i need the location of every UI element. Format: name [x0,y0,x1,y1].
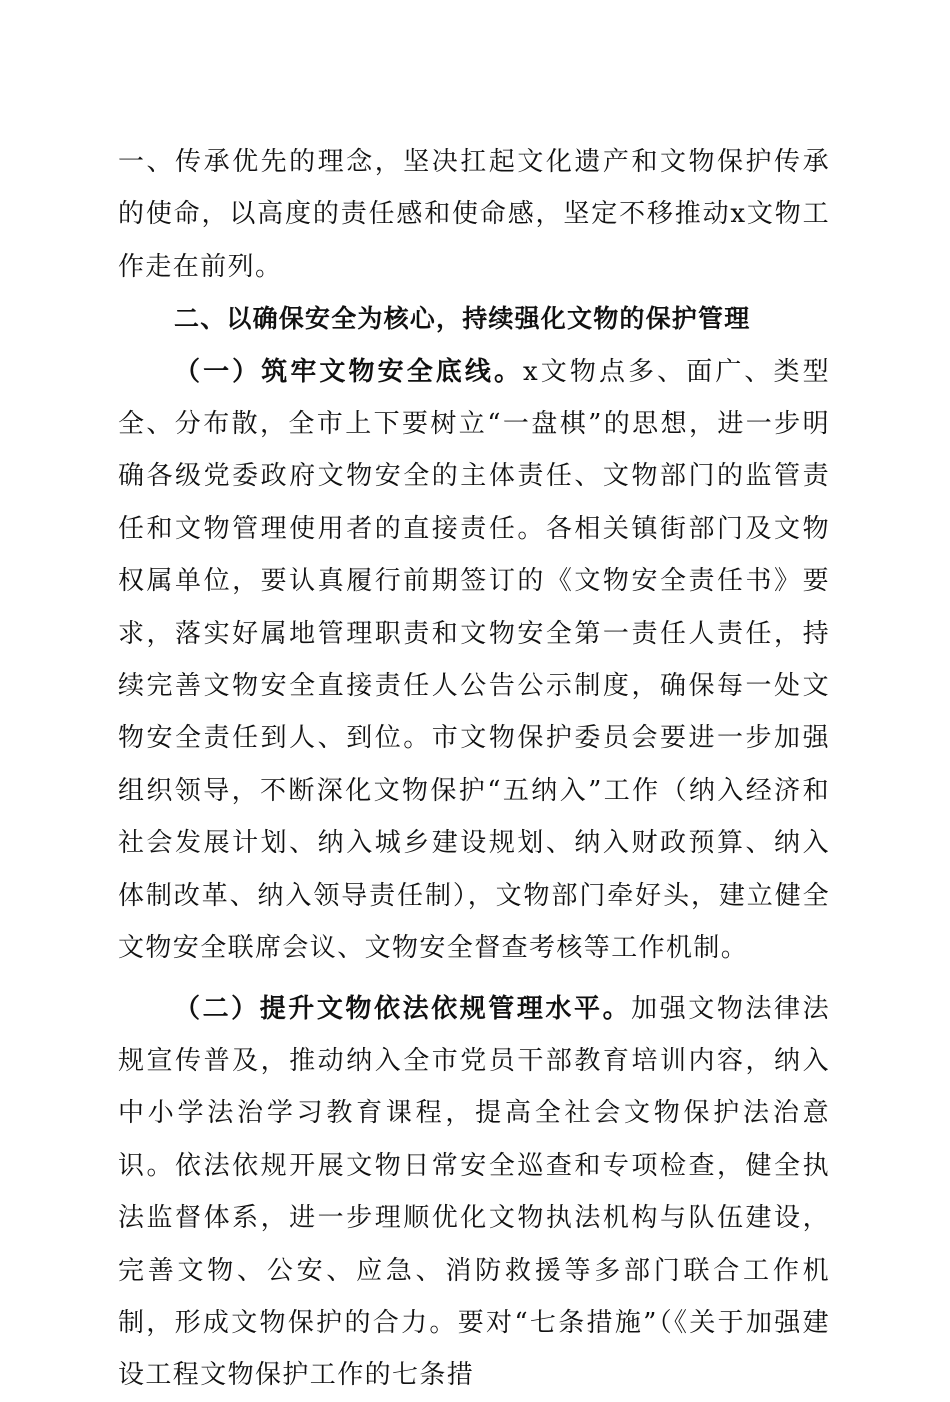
section-2-body: 加强文物法律法规宣传普及，推动纳入全市党员干部教育培训内容，纳入中小学法治学习教育课程，提高全社会文物保护法治意识。依法依规开展文物日常安全巡查和专项检查，健全执法监督体系，进一步理顺优化文物执法机构与队伍建设，完善文物、公安、应急、消防救援等多部门联合工作机制，形成文物保护的合力。要对“七条措施”（《关于加强建设工程文物保护工作的七条措 [118,993,830,1391]
paragraph-section-2 [118,983,830,1402]
section-heading-2: 二、以确保安全为核心，持续强化文物的保护管理 [174,304,751,334]
section-1-body: x文物点多、面广、类型全、分布散，全市上下要树立“一盘棋”的思想，进一步明确各级党委政府文物安全的主体责任、文物部门的监管责任和文物管理使用者的直接责任。各相关镇街部门及文物权属单位，要认真履行前期签订的《文物安全责任书》要求，落实好属地管理职责和文物安全第一责任人责任，持续完善文物安全直接责任人公告公示制度，确保每一处文物安全责任到人、到位。市文物保护委员会要进一步加强组织领导，不断深化文物保护“五纳入”工作（纳入经济和社会发展计划、纳入城乡建设规划、纳入财政预算、纳入体制改革、纳入领导责任制），文物部门牵好头，建立健全文物安全联席会议、文物安全督查考核等工作机制。 [118,356,830,964]
document-body [118,136,830,1402]
paragraph-1: 一、传承优先的理念，坚决扛起文化遗产和文物保护传承的使命，以高度的责任感和使命感，坚定不移推动x文物工作走在前列。 [118,147,830,282]
paragraph-gap [118,975,830,983]
paragraph-section-1 [118,346,830,975]
section-1-lead: （一）筑牢文物安全底线。 [174,356,524,387]
section-2-lead: （二）提升文物依法依规管理水平。 [174,993,632,1024]
